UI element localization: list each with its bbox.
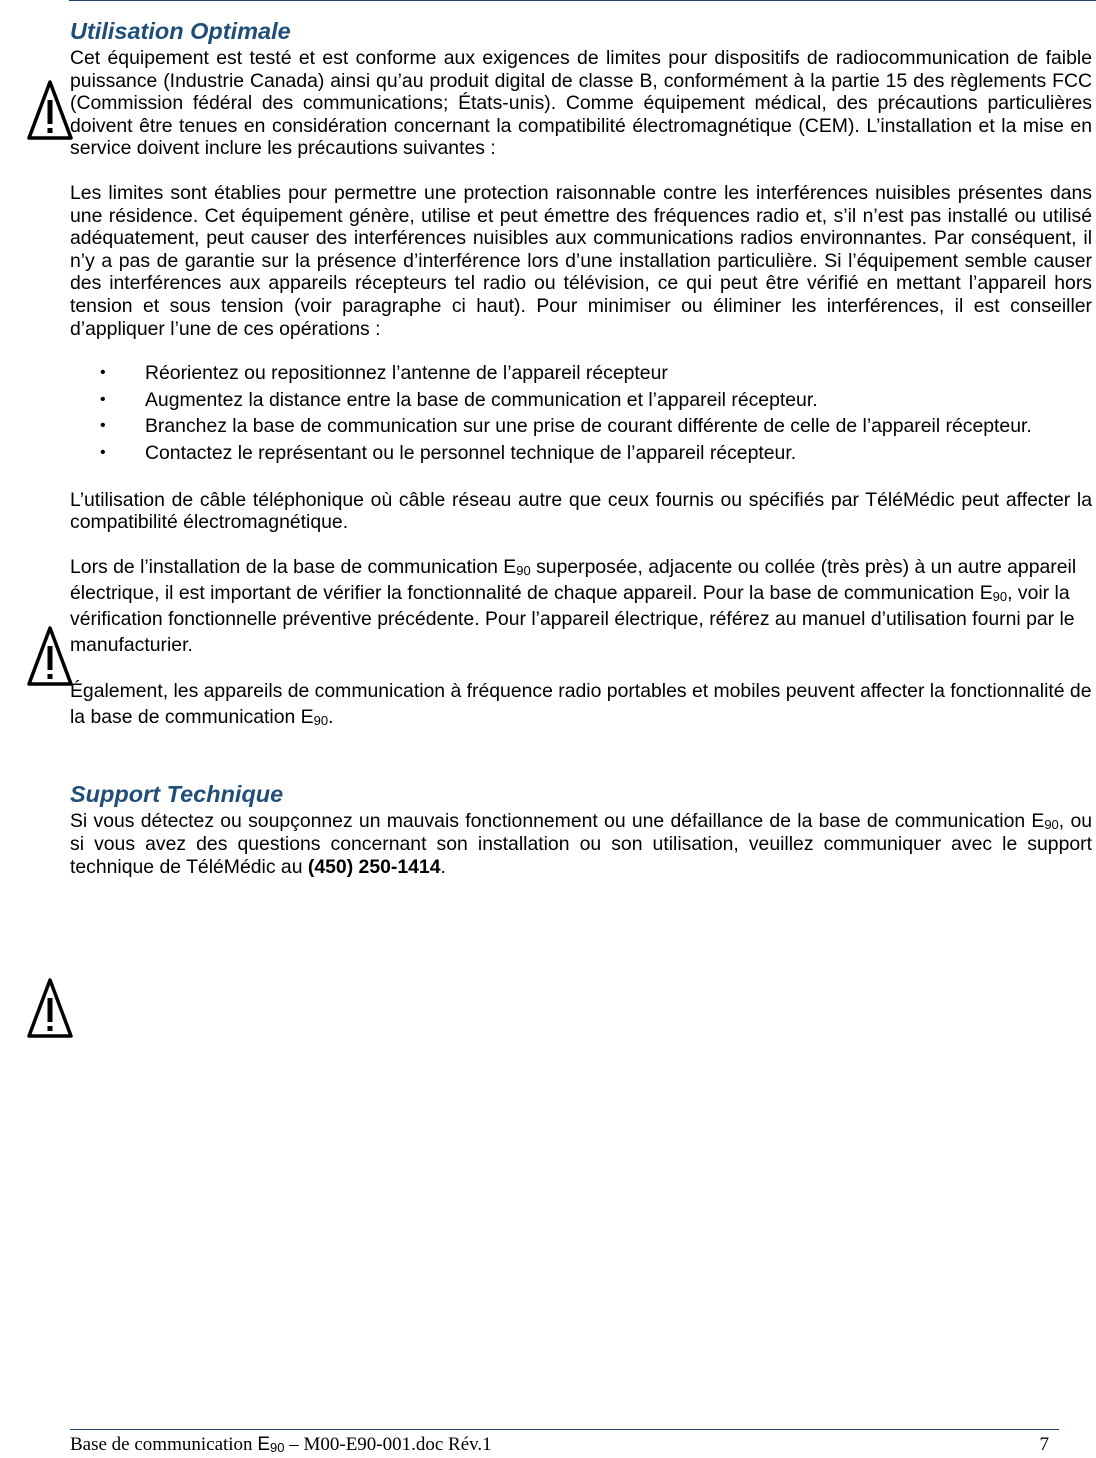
paragraph-limits: Les limites sont établies pour permettre une protection raisonnable contre les interférences nuisibles présentes dans une résidence. Cet équipement génère, utilise et peut émettre des fréquences radio et, s’il n’est pas installé ou utilisé adéquatement, peut causer des interférences nuisibles aux communications radios environnantes. Par conséquent, il n’y a pas de garantie sur la présence d’interférence lors d’une installation particulière. Si l’équipement semble causer des interférences aux appareils récepteurs tel radio ou télévision, ce qui peut être vérifié en mettant l’appareil hors tension et sous tension (voir paragraphe ci haut). Pour minimiser ou éliminer les interférences, il est conseiller d’appliquer l’une de ces opérations : (70, 181, 1092, 340)
section-title-utilisation: Utilisation Optimale (70, 18, 291, 44)
warning-icon (26, 976, 74, 1042)
warning-icon (26, 624, 74, 690)
paragraph-rf-devices: Également, les appareils de communication à fréquence radio portables et mobiles peuvent affecter la fonctionnalité de la base de communication $E_{90}$. (70, 679, 1092, 728)
support-phone: (450) 250-1414 (307, 855, 441, 878)
recommendation-list (70, 362, 1092, 464)
footer-rule (70, 1429, 1059, 1430)
page-number: 7 (1039, 1434, 1049, 1455)
top-rule (69, 0, 1096, 1)
warning-icon (26, 78, 74, 144)
list-item: • Branchez la base de communication sur une prise de courant différente de celle de l’appareil récepteur. (100, 415, 1032, 438)
list-item: • Augmentez la distance entre la base de communication et l’appareil récepteur. (100, 388, 818, 411)
paragraph-cable: L’utilisation de câble téléphonique où câble réseau autre que ceux fournis ou spécifiés par TéléMédic peut affecter la compatibilité électromagnétique. (70, 488, 1092, 534)
paragraph-installation: Lors de l’installation de la base de communication $E_{90}$ superposée, adjacente ou collée (très près) à un autre appareil électrique, il est important de vérifier la fonctionnalité de chaque appareil. Pour la base de communication $E_{90}$, voir la vérification fonctionnelle préventive précédente. Pour l’appareil électrique, référez au manuel d’utilisation fourni par le manufacturier. (70, 555, 1077, 656)
document-body (70, 17, 1092, 879)
list-item: • Réorientez ou repositionnez l’antenne de l’appareil récepteur (100, 362, 668, 385)
page-footer: Base de communication $E_{90} - M00-E90-001.doc$ Rév.1 7 (70, 1434, 1049, 1455)
paragraph-support: Si vous détectez ou soupçonnez un mauvais fonctionnement ou une défaillance de la base de communication $E_{90}$, ou si vous avez des questions concernant son installation ou son utilisation, veuillez communiquer avec le support technique de TéléMédic au (450) 250-1414. (70, 809, 1093, 878)
paragraph-conformity: Cet équipement est testé et est conforme aux exigences de limites pour dispositifs de radiocommunication de faible puissance (Industrie Canada) ainsi qu’au produit digital de classe B, conformément à la partie 15 des règlements FCC (Commission fédéral des communications; États-unis). Comme équipement médical, des précautions particulières doivent être tenues en considération concernant la compatibilité électromagnétique (CEM). L’installation et la mise en service doivent inclure les précautions suivantes : (70, 47, 1092, 160)
section-title-support: Support Technique (70, 780, 284, 807)
list-item: • Contactez le représentant ou le personnel technique de l’appareil récepteur. (100, 441, 797, 464)
